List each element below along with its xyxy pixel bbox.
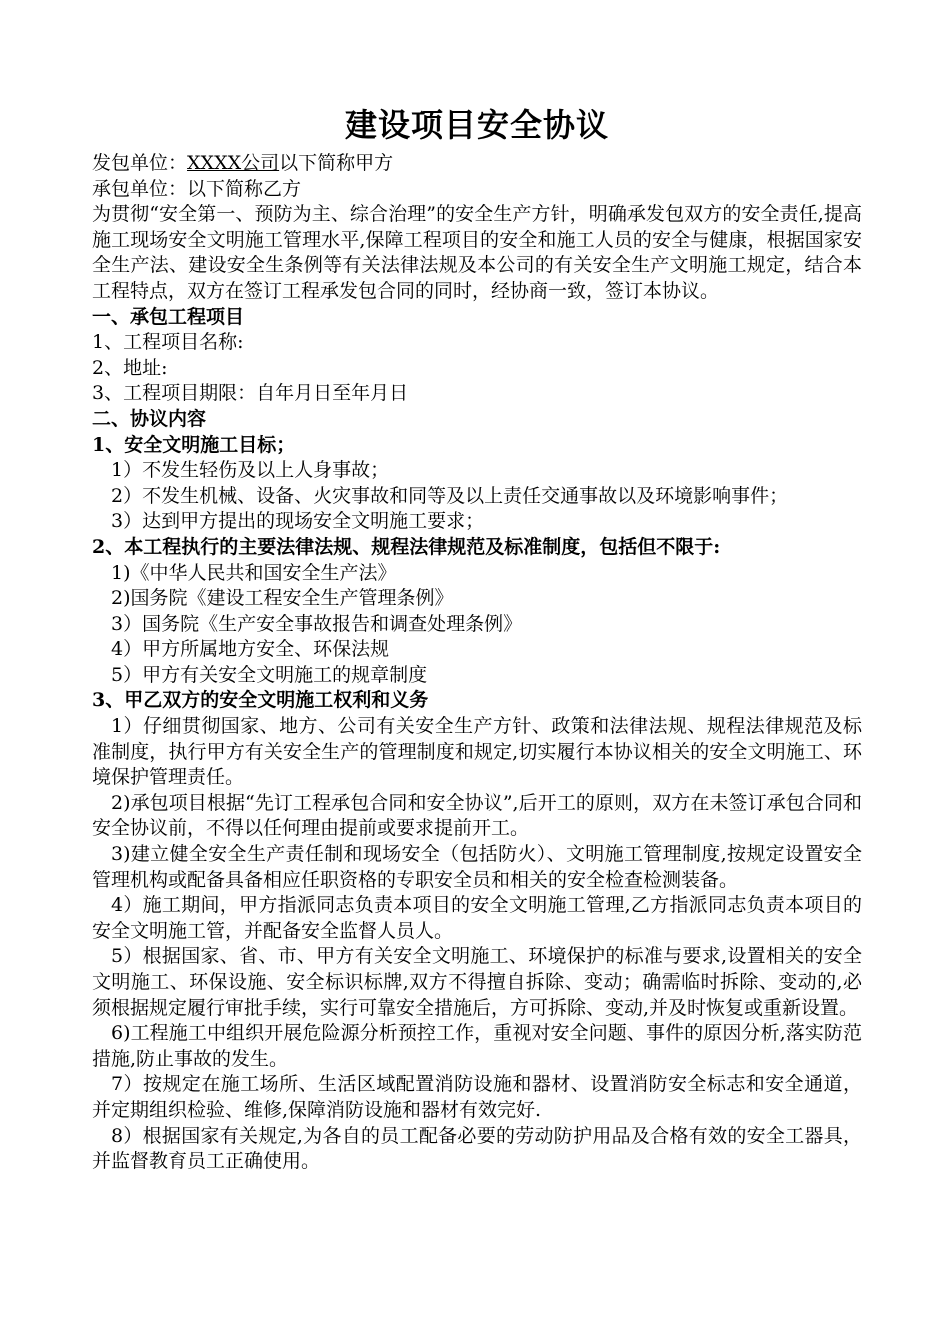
subcontractor-line: 承包单位：以下简称乙方	[92, 177, 302, 200]
sub1-heading: 1、安全文明施工目标；	[92, 433, 296, 456]
sub1-item: 1）不发生轻伤及以上人身事故；	[111, 459, 390, 482]
sub2-item: 4）甲方所属地方安全、环保法规	[111, 638, 390, 661]
sub2-heading: 2、本工程执行的主要法律法规、规程法律规范及标准制度，包括但不限于:	[92, 535, 721, 558]
sub3-item: 3)建立健全安全生产责任制和现场安全（包括防火）、文明施工管理制度,按规定设置安全管理机构或配备具备相应任职资格的专职安全员和相关的安全检查检测装备。	[92, 843, 862, 891]
sub1-item: 2）不发生机械、设备、火灾事故和同等及以上责任交通事故以及环境影响事件；	[111, 484, 789, 507]
sub3-item: 7）按规定在施工场所、生活区域配置消防设施和器材、设置消防安全标志和安全通道，并定期组织检验、维修,保障消防设施和器材有效完好.	[92, 1073, 862, 1121]
contractor-suffix: 以下简称甲方	[279, 152, 394, 174]
document-page	[92, 103, 862, 1175]
sub3-item: 8）根据国家有关规定,为各自的员工配备必要的劳动防护用品及合格有效的安全工器具，并监督教育员工正确使用。	[92, 1124, 862, 1173]
sub2-item: 1)《中华人民共和国安全生产法》	[111, 561, 397, 584]
section1-item: 1、工程项目名称:	[92, 331, 244, 354]
sub2-item: 2)国务院《建设工程安全生产管理条例》	[111, 587, 454, 610]
sub2-item: 3）国务院《生产安全事故报告和调查处理条例》	[111, 612, 523, 635]
section2-heading: 二、协议内容	[92, 407, 207, 430]
contractor-label: 发包单位：	[92, 152, 188, 174]
sub3-item: 6)工程施工中组织开展危险源分析预控工作，重视对安全问题、事件的原因分析,落实防范措施,防止事故的发生。	[92, 1022, 862, 1070]
contractor-line	[92, 151, 862, 177]
sub3-item: 4）施工期间，甲方指派同志负责本项目的安全文明施工管理,乙方指派同志负责本项目的安全文明施工管，并配备安全监督人员人。	[92, 894, 862, 942]
sub1-item: 3）达到甲方提出的现场安全文明施工要求；	[111, 510, 485, 533]
sub3-heading: 3、甲乙双方的安全文明施工权利和义务	[92, 689, 429, 712]
section1-heading: 一、承包工程项目	[92, 305, 245, 328]
sub3-item: 1）仔细贯彻国家、地方、公司有关安全生产方针、政策和法律法规、规程法律规范及标准制度，执行甲方有关安全生产的管理制度和规定,切实履行本协议相关的安全文明施工、环境保护管理责任。	[92, 715, 862, 789]
section1-item: 3、工程项目期限：自年月日至年月日	[92, 382, 409, 405]
section1-item: 2、地址:	[92, 356, 168, 379]
intro-paragraph: 为贯彻“安全第一、预防为主、综合治理”的安全生产方针，明确承发包双方的安全责任,提高施工现场安全文明施工管理水平,保障工程项目的安全和施工人员的安全与健康，根据国家安全生产法、建设安全生条例等有关法律法规及本公司的有关安全生产文明施工规定，结合本工程特点，双方在签订工程承发包合同的同时，经协商一致，签订本协议。	[92, 203, 862, 302]
sub2-item: 5）甲方有关安全文明施工的规章制度	[111, 663, 428, 686]
sub3-item: 2)承包项目根据“先订工程承包合同和安全协议”,后开工的原则，双方在未签订承包合同和安全协议前，不得以任何理由提前或要求提前开工。	[92, 791, 862, 840]
contractor-name: XXXX公司	[187, 152, 280, 174]
document-title: 建设项目安全协议	[344, 106, 609, 144]
sub3-item: 5）根据国家、省、市、甲方有关安全文明施工、环境保护的标准与要求,设置相关的安全文明施工、环保设施、安全标识标牌,双方不得擅自拆除、变动；确需临时拆除、变动的,必须根据规定履行审批手续，实行可靠安全措施后，方可拆除、变动,并及时恢复或重新设置。	[92, 945, 862, 1019]
